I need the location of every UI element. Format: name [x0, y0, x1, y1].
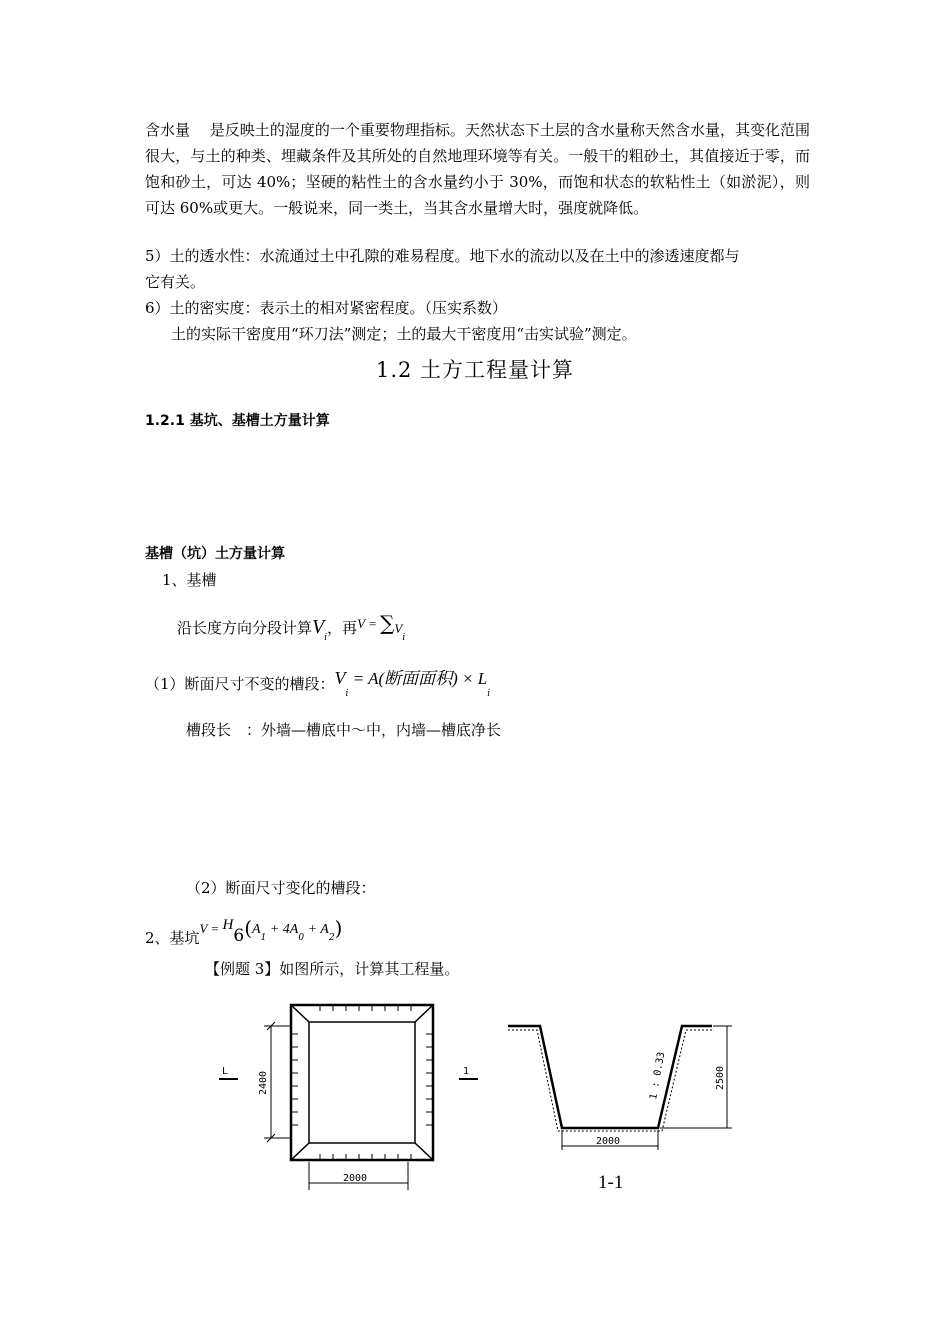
plan-dim-horizontal: 2000	[343, 1173, 368, 1184]
water-content-paragraph: 含水量 是反映土的湿度的一个重要物理指标。天然状态下土层的含水量称天然含水量，其变化范围很大，与土的种类、埋藏条件及其所处的自然地理环境等有关。一般干的粗砂土，其值接近于零，而饱和砂土，可达 40%；坚硬的粘性土的含水量约小于 30%，而饱和状态的软粘性土（如淤泥），则可达 60%或更大。一般说来，同一类土，当其含水量增大时，强度就降低。	[145, 121, 810, 217]
pit-formula-close: )	[334, 916, 343, 940]
section-bottom-width: 2000	[596, 1136, 621, 1147]
constant-formula-l-sub: i	[487, 689, 491, 699]
pit-label: 2、基坑	[145, 929, 200, 947]
slope-label: 1 : 0.33	[648, 1051, 668, 1101]
formula-vi: V	[312, 616, 325, 638]
item-5-line-2: 它有关。	[145, 273, 206, 291]
segment-length-note: 槽段长 ：外墙—槽底中～中，内墙—槽底净长	[186, 721, 502, 739]
constant-section-line	[145, 665, 490, 707]
pit-formula-six: 6	[233, 926, 245, 946]
section-view	[508, 1026, 732, 1150]
pit-formula-h: H	[222, 917, 234, 933]
pit-formula-open: (	[244, 916, 253, 940]
pit-formula-sub2: 2	[328, 933, 335, 943]
example-3-text: 【例题 3】如图所示，计算其工程量。	[205, 960, 460, 978]
pit-formula-plus4: + 4	[266, 922, 290, 937]
pit-formula-a2: A	[320, 922, 329, 937]
trench-item-1: 1、基槽	[162, 571, 217, 589]
constant-formula-v: V	[334, 668, 346, 688]
pit-formula-sub1: 1	[260, 933, 267, 943]
pit-formula-a1: A	[252, 922, 261, 937]
constant-label: （1）断面尺寸不变的槽段：	[145, 675, 335, 693]
example-figure	[0, 990, 950, 1210]
item-6: 6）土的密实度：表示土的相对紧密程度。（压实系数）	[145, 299, 508, 317]
constant-formula-v-sub: i	[345, 689, 349, 699]
cut-mark-left: L	[222, 1066, 229, 1077]
section-depth: 2500	[715, 1065, 726, 1090]
plan-dim-vertical: 2400	[258, 1070, 269, 1095]
pit-formula-a0: A	[289, 922, 299, 937]
pit-formula-lhs: V =	[199, 921, 223, 936]
pit-formula-sub0: 0	[298, 933, 305, 943]
sigma-symbol: ∑	[380, 611, 395, 635]
formula-sum-sub: i	[402, 633, 406, 643]
variable-section-label: （2）断面尺寸变化的槽段：	[186, 879, 376, 897]
pit-formula-plus: +	[304, 922, 321, 937]
density-note: 土的实际干密度用“环刀法”测定；土的最大干密度用“击实试验”测定。	[171, 325, 637, 343]
trench-heading: 基槽（坑）土方量计算	[145, 546, 285, 562]
formula-vi-sub: i	[324, 633, 328, 643]
pit-formula-line	[145, 912, 342, 951]
section-title: 1.2 土方工程量计算	[375, 358, 575, 382]
segment-formula-line	[177, 610, 405, 651]
segment-text-b: ，再	[327, 619, 358, 637]
segment-text-a: 沿长度方向分段计算	[177, 619, 313, 637]
formula-sum-lhs: V =	[357, 616, 381, 631]
subsection-title: 1.2.1 基坑、基槽土方量计算	[145, 413, 330, 429]
formula-sum-v: V	[394, 621, 403, 636]
plan-view	[219, 1005, 478, 1190]
section-caption: 1-1	[598, 1172, 624, 1193]
constant-formula-mid: = A(断面面积) × L	[348, 669, 488, 688]
item-5-line-1: 5）土的透水性：水流通过土中孔隙的难易程度。地下水的流动以及在土中的渗透速度都与	[145, 247, 740, 265]
cut-mark-right: 1	[463, 1066, 470, 1077]
